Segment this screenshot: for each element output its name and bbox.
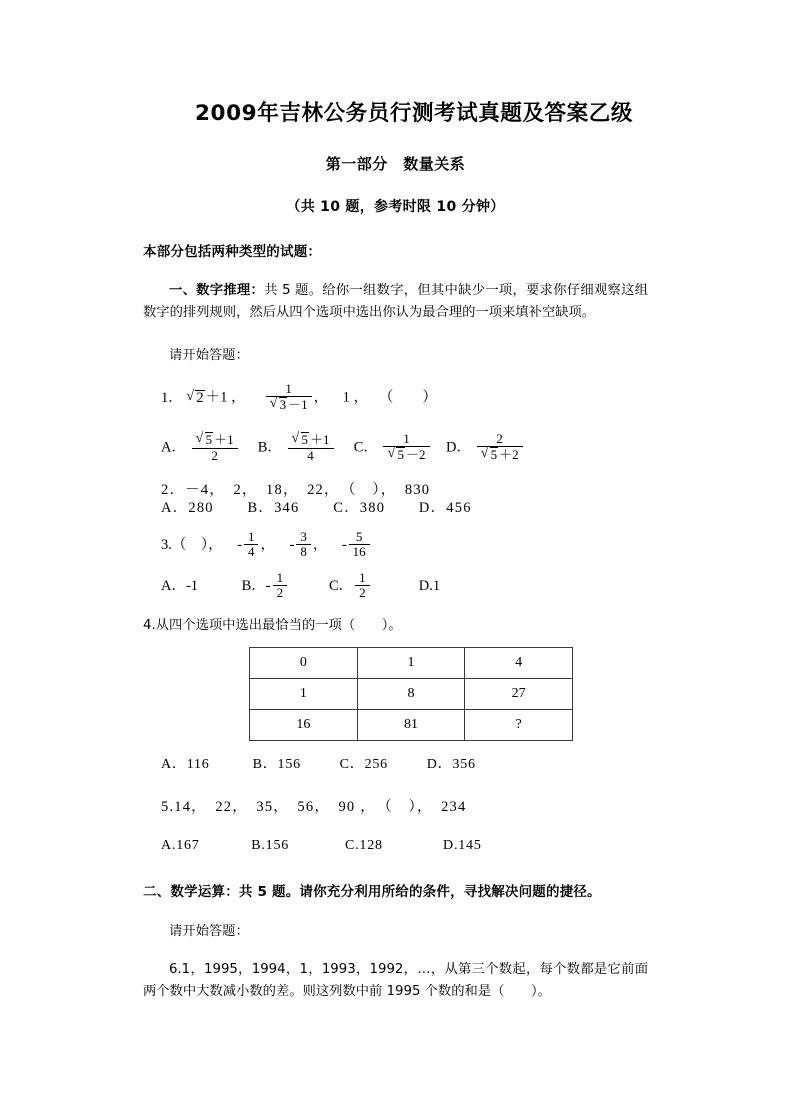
q1-option-b[interactable]: B． √ $\frac{5 +1}{4}$ bbox=[258, 433, 336, 463]
section2-heading: 二、数学运算：共 5 题。请你充分利用所给的条件，寻找解决问题的捷径。 bbox=[143, 883, 601, 900]
question-3-stem bbox=[143, 531, 648, 560]
q3-number: 3.（ ）， bbox=[161, 536, 223, 553]
q3-term-1: - $\frac{1}{4}$ ， bbox=[237, 529, 275, 560]
q2-option-c[interactable]: C．380 bbox=[333, 500, 386, 517]
q1-term3: 1 ， bbox=[342, 389, 369, 406]
question-5-options bbox=[143, 838, 648, 854]
page-title: 2009年吉林公务员行测考试真题及答案乙级 bbox=[195, 101, 633, 126]
q5-option-b[interactable]: B.156 bbox=[251, 837, 290, 853]
q1-comma: ， bbox=[313, 389, 329, 406]
table-cell: 27 bbox=[465, 679, 573, 710]
table-cell: 1 bbox=[250, 679, 358, 710]
document-content bbox=[143, 96, 648, 1003]
q3-option-c[interactable]: C． $\frac{1}{2}$ bbox=[329, 572, 372, 601]
part-subtitle: （共 10 题，参考时限 10 分钟） bbox=[286, 199, 505, 215]
q1-option-c[interactable]: C． 1 √ 5 －2 bbox=[354, 433, 432, 463]
q1-option-b-fraction: √ $\frac{5 +1}{4}$ bbox=[288, 432, 334, 462]
q4-option-c[interactable]: C．256 bbox=[339, 757, 388, 773]
q1-number: 1． bbox=[161, 389, 183, 406]
q1-sqrt-2: √ 2 bbox=[186, 390, 204, 407]
sqrt-icon: √ 5 bbox=[481, 447, 499, 462]
q1-blank: （ ） bbox=[378, 389, 437, 406]
q2-option-a[interactable]: A．280 bbox=[161, 500, 214, 517]
section2-cue: 请开始答题： bbox=[169, 923, 249, 939]
q4-option-a[interactable]: A．116 bbox=[161, 757, 210, 773]
q1-option-a[interactable]: A． √ $\frac{5 +1}{2}$ bbox=[161, 433, 240, 463]
q3-option-d[interactable]: D.1 bbox=[418, 578, 441, 595]
q1-option-d[interactable]: D． 2 √ 5 ＋2 bbox=[446, 433, 525, 463]
q5-option-c[interactable]: C.128 bbox=[344, 837, 383, 853]
q1-option-a-fraction: √ $\frac{5 +1}{2}$ bbox=[192, 432, 238, 462]
question-4-table bbox=[249, 647, 573, 741]
q1-option-d-fraction: 2 √ 5 ＋2 bbox=[477, 432, 523, 462]
section1-label: 一、数字推理： bbox=[169, 283, 265, 298]
table-cell: 4 bbox=[465, 648, 573, 679]
question-6-text: 6.1，1995，1994，1，1993，1992，…，从第三个数起，每个数都是它前面两个数中大数减小数的差。则这列数中前 1995 个数的和是（ ）。 bbox=[143, 961, 648, 999]
question-3-options bbox=[143, 572, 648, 601]
section1-paragraph bbox=[143, 280, 648, 324]
table-cell: 0 bbox=[250, 648, 358, 679]
q4-option-d[interactable]: D．356 bbox=[426, 757, 476, 773]
question-4-table-wrap bbox=[143, 647, 648, 741]
table-row bbox=[250, 648, 573, 679]
intro-bold-line: 本部分包括两种类型的试题： bbox=[143, 244, 322, 260]
q5-option-d[interactable]: D.145 bbox=[443, 837, 482, 853]
table-row bbox=[250, 710, 573, 741]
q3-term-3: - $\frac{5}{16}$ bbox=[342, 537, 372, 553]
q2-option-b[interactable]: B．346 bbox=[247, 500, 300, 517]
question-4-options bbox=[143, 753, 648, 773]
q2-option-d[interactable]: D．456 bbox=[418, 500, 472, 517]
section1-body: 共 5 题。给你一组数字，但其中缺少一项，要求你仔细观察这组数字的排列规则，然后从四个选项中选出你认为最合理的一项来填补空缺项。 bbox=[143, 283, 648, 320]
table-row bbox=[250, 679, 573, 710]
q5-option-a[interactable]: A.167 bbox=[161, 837, 200, 853]
table-cell: 16 bbox=[250, 710, 358, 741]
q1-sqrt-3: √ 3 bbox=[270, 397, 288, 412]
question-4-stem: 4.从四个选项中选出最恰当的一项（ ）。 bbox=[143, 618, 402, 634]
sqrt-icon: √ 5 bbox=[292, 432, 310, 447]
section1-cue: 请开始答题： bbox=[169, 348, 249, 363]
table-cell: ? bbox=[465, 710, 573, 741]
q4-option-b[interactable]: B．156 bbox=[252, 757, 301, 773]
table-cell: 1 bbox=[357, 648, 465, 679]
q1-fraction: 1 √ 3 －1 bbox=[266, 382, 312, 412]
question-1-stem bbox=[143, 383, 648, 413]
q3-term-2: - $\frac{3}{8}$ ， bbox=[289, 529, 328, 560]
question-1-options bbox=[143, 433, 648, 463]
question-2-stem: 2．－4， 2， 18， 22， （ ）， 830 bbox=[161, 481, 431, 498]
sqrt-icon: √ 5 bbox=[387, 447, 405, 462]
q1-option-c-fraction: 1 √ 5 －2 bbox=[383, 432, 429, 462]
question-2-options bbox=[143, 500, 648, 517]
q3-option-a[interactable]: A．-1 bbox=[161, 578, 199, 595]
sqrt-icon: √ 5 bbox=[196, 432, 214, 447]
q3-option-b[interactable]: B．- $\frac{1}{2}$ bbox=[242, 572, 290, 601]
q1-term1-tail: ＋1 ， bbox=[205, 389, 246, 406]
table-cell: 81 bbox=[357, 710, 465, 741]
table-cell: 8 bbox=[357, 679, 465, 710]
part-title: 第一部分 数量关系 bbox=[325, 155, 466, 173]
question-5-stem: 5.14， 22， 35， 56， 90 ， （ ）， 234 bbox=[161, 799, 467, 816]
